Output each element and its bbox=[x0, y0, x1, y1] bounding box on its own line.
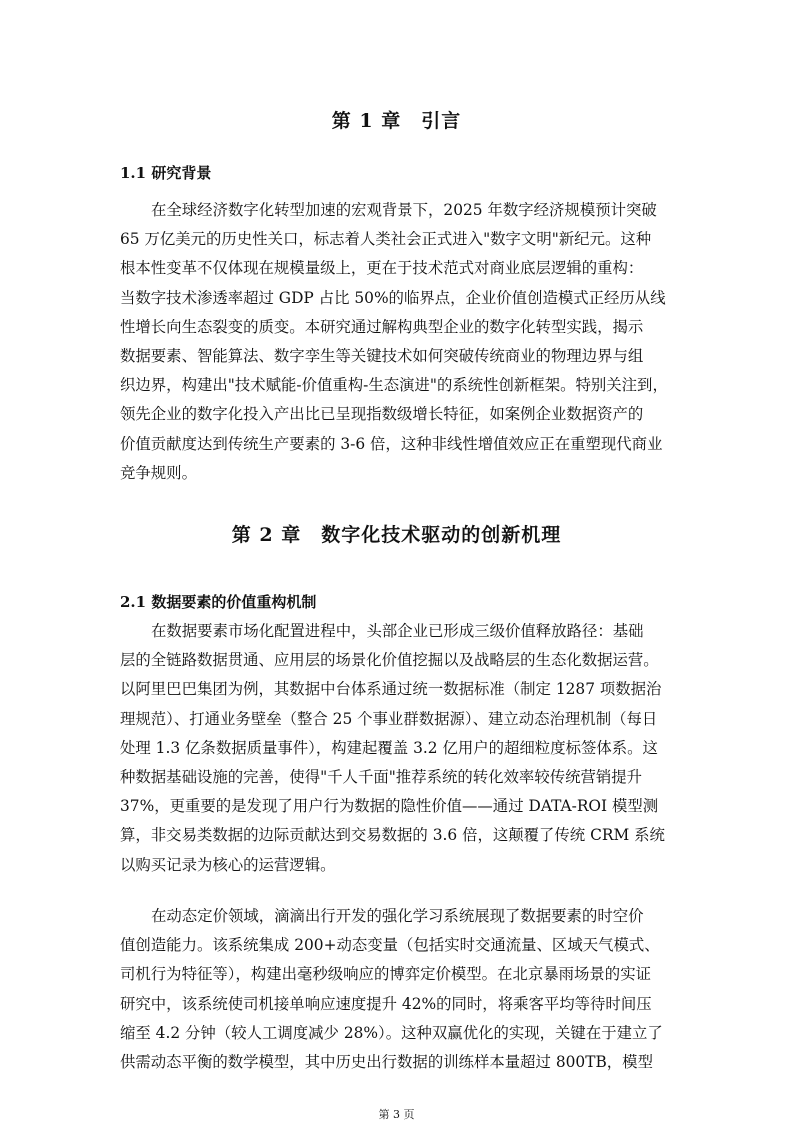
paragraph-line: 处理 1.3 亿条数据质量事件），构建起覆盖 3.2 亿用户的超细粒度标签体系。这 bbox=[120, 738, 658, 757]
paragraph-line: 在数据要素市场化配置进程中，头部企业已形成三级价值释放路径：基础 bbox=[151, 622, 644, 640]
paragraph-line: 在动态定价领域，滴滴出行开发的强化学习系统展现了数据要素的时空价 bbox=[151, 907, 644, 925]
paragraph-line: 研究中，该系统使司机接单响应速度提升 42%的同时，将乘客平均等待时间压 bbox=[120, 994, 652, 1013]
section-1-1-heading: 1.1 研究背景 bbox=[120, 164, 212, 182]
paragraph-line: 价值贡献度达到传统生产要素的 3-6 倍，这种非线性增值效应正在重塑现代商业 bbox=[120, 434, 663, 453]
paragraph-line: 值创造能力。该系统集成 200+动态变量（包括实时交通流量、区域天气模式、 bbox=[120, 936, 660, 955]
paragraph-line: 竞争规则。 bbox=[120, 463, 197, 482]
paragraph-line: 领先企业的数字化投入产出比已呈现指数级增长特征，如案例企业数据资产的 bbox=[120, 405, 644, 424]
paragraph-line: 司机行为特征等），构建出毫秒级响应的博弈定价模型。在北京暴雨场景的实证 bbox=[120, 965, 651, 984]
paragraph-line: 以阿里巴巴集团为例，其数据中台体系通过统一数据标准（制定 1287 项数据治 bbox=[120, 680, 662, 699]
paragraph-line: 性增长向生态裂变的质变。本研究通过解构典型企业的数字化转型实践，揭示 bbox=[120, 317, 644, 336]
paragraph-line: 缩至 4.2 分钟（较人工调度减少 28%）。这种双赢优化的实现，关键在于建立了 bbox=[120, 1023, 663, 1042]
paragraph-dynamic-pricing bbox=[120, 902, 680, 1077]
paragraph-line: 种数据基础设施的完善，使得"千人千面"推荐系统的转化效率较传统营销提升 bbox=[120, 768, 643, 787]
paragraph-line: 算，非交易类数据的边际贡献达到交易数据的 3.6 倍，这颠覆了传统 CRM 系统 bbox=[120, 826, 665, 845]
paragraph-line: 层的全链路数据贯通、应用层的场景化价值挖掘以及战略层的生态化数据运营。 bbox=[120, 651, 659, 670]
paragraph-line: 37%，更重要的是发现了用户行为数据的隐性价值——通过 DATA-ROI 模型测 bbox=[120, 797, 659, 816]
paragraph-line: 织边界，构建出"技术赋能-价值重构-生态演进"的系统性创新框架。特别关注到， bbox=[120, 376, 668, 395]
page-number: 第 3 页 bbox=[378, 1108, 415, 1121]
paragraph-line: 数据要素、智能算法、数字孪生等关键技术如何突破传统商业的物理边界与组 bbox=[120, 347, 644, 366]
paragraph-line: 当数字技术渗透率超过 GDP 占比 50%的临界点，企业价值创造模式正经历从线 bbox=[120, 288, 666, 307]
paragraph-line: 理规范）、打通业务壁垒（整合 25 个事业群数据源）、建立动态治理机制（每日 bbox=[120, 709, 658, 728]
paragraph-research-background bbox=[120, 196, 680, 488]
chapter-1-heading: 第 1 章 引言 bbox=[331, 110, 462, 132]
paragraph-line: 以购买记录为核心的运营逻辑。 bbox=[120, 855, 336, 874]
section-2-1-heading: 2.1 数据要素的价值重构机制 bbox=[120, 593, 317, 611]
chapter-2-heading: 第 2 章 数字化技术驱动的创新机理 bbox=[231, 524, 562, 546]
paragraph-data-elements bbox=[120, 617, 680, 880]
paragraph-line: 65 万亿美元的历史性关口，标志着人类社会正式进入"数字文明"新纪元。这种 bbox=[120, 230, 652, 249]
paragraph-line: 供需动态平衡的数学模型，其中历史出行数据的训练样本量超过 800TB，模型 bbox=[120, 1053, 653, 1072]
paragraph-line: 根本性变革不仅体现在规模量级上，更在于技术范式对商业底层逻辑的重构： bbox=[120, 259, 644, 278]
paragraph-line: 在全球经济数字化转型加速的宏观背景下，2025 年数字经济规模预计突破 bbox=[151, 201, 657, 219]
